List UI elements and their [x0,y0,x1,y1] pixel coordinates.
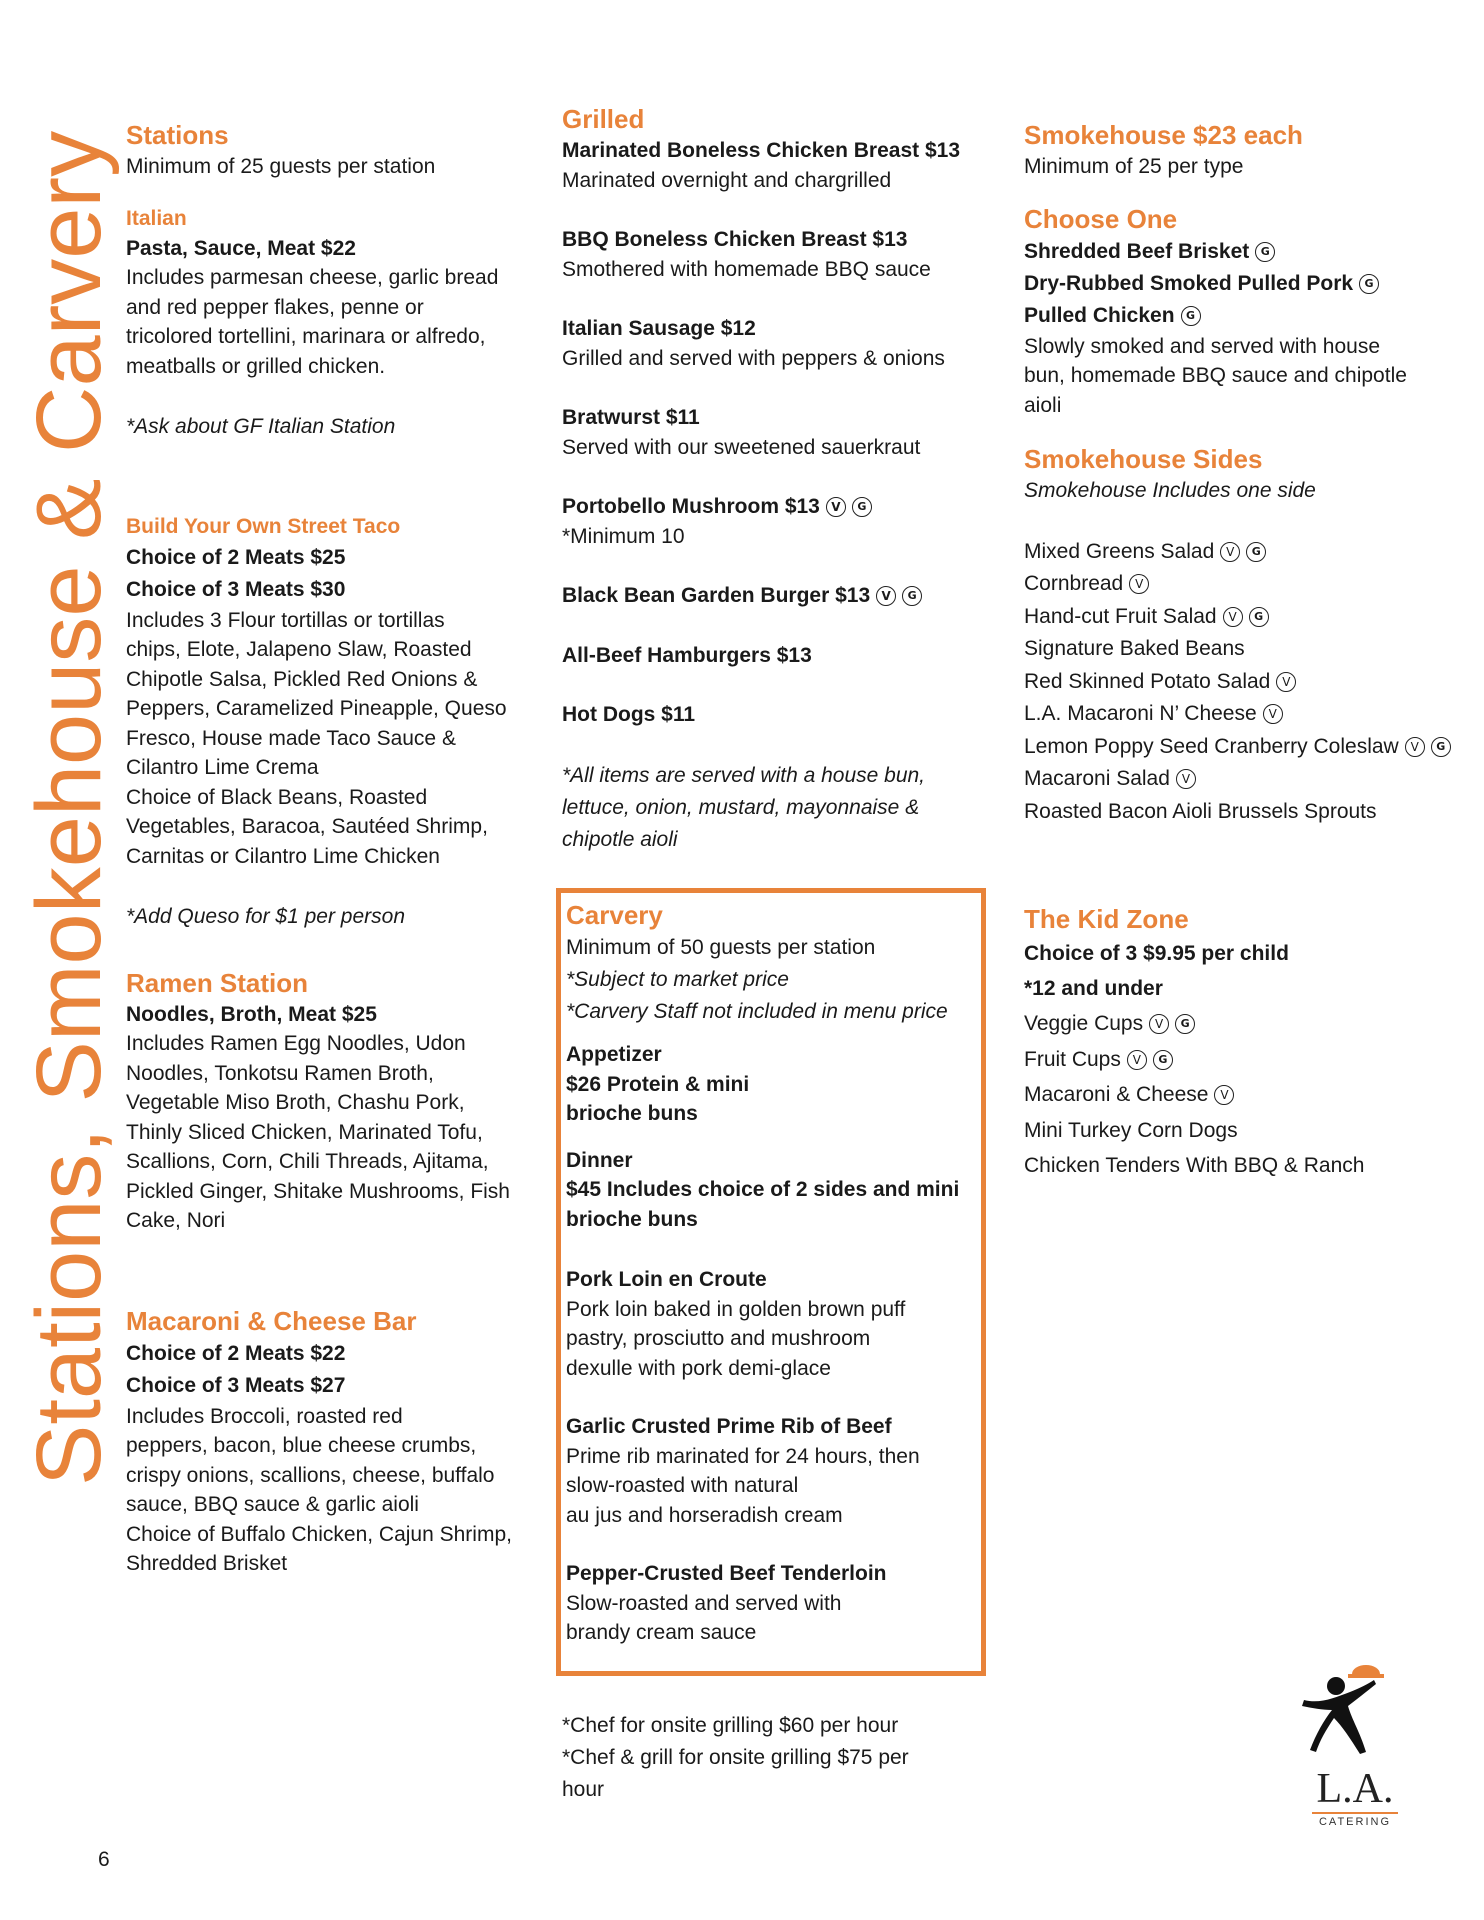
ramen-desc-line: Thinly Sliced Chicken, Marinated Tofu, [126,1120,483,1144]
grilled-item-name: Hot Dogs $11 [562,703,696,726]
kid-zone-heading: The Kid Zone [1024,904,1189,934]
logo-main-text: L.A. [1316,1766,1394,1812]
tenderloin-desc-line: brandy cream sauce [566,1621,757,1644]
column-stations [126,118,546,1579]
kid-item-label: Mini Turkey Corn Dogs [1024,1118,1238,1142]
pork-loin-desc-line: dexulle with pork demi-glace [566,1356,831,1380]
mac-desc-line: Shredded Brisket [126,1552,288,1575]
grilled-item-name [562,492,992,522]
vegetarian-icon: V [1223,607,1243,627]
kid-item [1024,1006,1474,1042]
side-item-label: Cornbread [1024,572,1124,595]
choose-desc-line: aioli [1024,393,1062,417]
smokehouse-note: Minimum of 25 per type [1024,155,1244,178]
side-item [1024,763,1474,796]
grilled-item-name [562,581,992,611]
kid-item-label: Macaroni & Cheese [1024,1083,1209,1106]
chef-note-line: hour [562,1778,605,1801]
ramen-desc-line: Includes Ramen Egg Noodles, Udon [126,1032,466,1055]
kid-zone-age: *12 and under [1024,977,1163,1000]
logo-rule [1312,1812,1398,1814]
side-item-label: L.A. Macaroni N’ Cheese [1024,702,1257,725]
pork-loin-desc-line: Pork loin baked in golden brown puff [566,1297,906,1321]
taco-desc-line: Chipotle Salsa, Pickled Red Onions & [126,667,478,691]
kid-item-label: Fruit Cups [1024,1047,1121,1071]
choose-item-label: Dry-Rubbed Smoked Pulled Pork [1024,271,1354,295]
pork-loin-name: Pork Loin en Croute [566,1268,767,1291]
logo-sub-text: CATERING [1318,1816,1392,1828]
portobello-name: Portobello Mushroom $13 [562,495,820,518]
side-item [1024,601,1474,634]
grilled-item-desc: Marinated overnight and chargrilled [562,168,892,192]
garden-burger-name: Black Bean Garden Burger $13 [562,584,871,607]
gluten-free-icon: G [1359,274,1379,294]
grilled-item-desc: Served with our sweetened sauerkraut [562,435,921,459]
sides-note: Smokehouse Includes one side [1024,479,1316,502]
carvery-note: *Subject to market price [566,968,789,991]
side-item-label: Roasted Bacon Aioli Brussels Sprouts [1024,799,1377,823]
dinner-line: brioche buns [566,1207,698,1231]
grilled-item-name: Italian Sausage $12 [562,317,756,340]
choose-desc-line: bun, homemade BBQ sauce and chipotle [1024,364,1407,387]
vertical-page-title: Stations, Smokehouse & Carvery [18,130,120,1486]
grilled-item-name: All-Beef Hamburgers $13 [562,643,812,667]
taco-desc-line: Choice of Black Beans, Roasted [126,785,428,809]
grilled-item-name: Bratwurst $11 [562,406,700,429]
gluten-free-icon: G [1255,242,1275,262]
mac-desc-line: Choice of Buffalo Chicken, Cajun Shrimp, [126,1522,512,1546]
vegetarian-icon: V [1405,737,1425,757]
ramen-desc-line: Cake, Nori [126,1209,226,1232]
taco-desc-line: chips, Elote, Jalapeno Slaw, Roasted [126,638,472,661]
taco-desc-line: Carnitas or Cilantro Lime Chicken [126,844,440,868]
logo-wordmark [1300,1768,1410,1828]
vegetarian-icon: V [1176,769,1196,789]
sides-heading: Smokehouse Sides [1024,444,1263,474]
column-smokehouse [1024,118,1474,1184]
kid-item [1024,1113,1474,1149]
vegetarian-icon: V [1220,542,1240,562]
appetizer-line: Appetizer [566,1043,662,1066]
mac-desc-line: Includes Broccoli, roasted red [126,1404,403,1428]
ramen-price: Noodles, Broth, Meat $25 [126,1002,377,1026]
kid-item [1024,1077,1474,1113]
taco-note: *Add Queso for $1 per person [126,905,406,928]
italian-note: *Ask about GF Italian Station [126,415,396,438]
choose-item-label: Shredded Beef Brisket [1024,239,1250,263]
gluten-free-icon: G [1175,1014,1195,1034]
grilled-item-desc: *Minimum 10 [562,524,685,548]
vegetarian-icon: V [1276,672,1296,692]
page-number: 6 [98,1848,110,1871]
tenderloin-name: Pepper-Crusted Beef Tenderloin [566,1562,887,1585]
side-item [1024,633,1474,666]
taco-desc-line: Fresco, House made Taco Sauce & [126,726,456,750]
prime-rib-desc-line: au jus and horseradish cream [566,1503,843,1527]
grilled-item-name: Marinated Boneless Chicken Breast $13 [562,139,960,162]
choose-desc-line: Slowly smoked and served with house [1024,334,1381,358]
taco-desc-line: Cilantro Lime Crema [126,756,319,779]
choose-item [1024,236,1474,268]
gluten-free-icon: G [852,497,872,517]
grilled-heading: Grilled [562,104,645,134]
column-grilled [562,102,992,856]
side-item-label: Red Skinned Potato Salad [1024,669,1271,693]
appetizer-line: brioche buns [566,1102,698,1125]
side-item-label: Mixed Greens Salad [1024,539,1215,563]
side-item [1024,698,1474,731]
side-item [1024,731,1474,764]
carvery-note: Minimum of 50 guests per station [566,936,876,959]
mac-heading: Macaroni & Cheese Bar [126,1305,417,1336]
italian-desc-line: tricolored tortellini, marinara or alfredo, [126,325,486,348]
side-item [1024,568,1474,601]
kid-item-label: Chicken Tenders With BBQ & Ranch [1024,1154,1365,1177]
choose-item-label: Pulled Chicken [1024,303,1175,327]
stations-heading: Stations [126,120,229,150]
carvery-section [566,898,986,1648]
ramen-desc-line: Vegetable Miso Broth, Chashu Pork, [126,1091,465,1114]
dinner-line: Dinner [566,1148,633,1172]
taco-desc-line: Peppers, Caramelized Pineapple, Queso [126,697,507,720]
mac-price-3: Choice of 3 Meats $27 [126,1373,346,1397]
grilled-item-desc: Grilled and served with peppers & onions [562,346,945,370]
side-item-label: Macaroni Salad [1024,767,1170,790]
gluten-free-icon: G [1431,737,1451,757]
side-item-label: Signature Baked Beans [1024,637,1245,660]
choose-item [1024,300,1474,332]
kid-item [1024,1042,1474,1078]
carvery-note: *Carvery Staff not included in menu price [566,1000,948,1023]
tenderloin-desc-line: Slow-roasted and served with [566,1591,842,1615]
taco-desc-line: Vegetables, Baracoa, Sautéed Shrimp, [126,815,488,838]
kid-zone-price: Choice of 3 $9.95 per child [1024,942,1289,965]
taco-price-2: Choice of 2 Meats $25 [126,545,346,569]
ramen-desc-line: Scallions, Corn, Chili Threads, Ajitama, [126,1150,489,1173]
gluten-free-icon: G [902,586,922,606]
vegetarian-icon: V [1129,574,1149,594]
ramen-desc-line: Pickled Ginger, Shitake Mushrooms, Fish [126,1179,510,1203]
prime-rib-desc-line: slow-roasted with natural [566,1474,799,1497]
side-item [1024,536,1474,569]
carvery-heading: Carvery [566,900,663,930]
taco-desc-line: Includes 3 Flour tortillas or tortillas [126,608,445,632]
italian-desc-line: and red pepper flakes, penne or [126,295,424,319]
ramen-heading: Ramen Station [126,967,309,998]
italian-desc-line: meatballs or grilled chicken. [126,354,386,378]
vegetarian-icon: V [1127,1050,1147,1070]
appetizer-line: $26 Protein & mini [566,1072,750,1096]
prime-rib-name: Garlic Crusted Prime Rib of Beef [566,1415,892,1438]
ramen-desc-line: Noodles, Tonkotsu Ramen Broth, [126,1061,434,1085]
served-note-line: lettuce, onion, mustard, mayonnaise & [562,795,920,819]
taco-price-3: Choice of 3 Meats $30 [126,577,346,601]
choose-one-heading: Choose One [1024,203,1178,234]
mac-desc-line: crispy onions, scallions, cheese, buffalo [126,1463,495,1487]
served-note-line: *All items are served with a house bun, [562,763,926,787]
vegetarian-icon: V [1214,1085,1234,1105]
gluten-free-icon: G [1153,1050,1173,1070]
vegetarian-icon: V [1149,1014,1169,1034]
italian-price: Pasta, Sauce, Meat $22 [126,236,356,260]
taco-heading: Build Your Own Street Taco [126,514,401,538]
chef-note-line: *Chef & grill for onsite grilling $75 per [562,1746,909,1769]
pork-loin-desc-line: pastry, prosciutto and mushroom [566,1327,871,1350]
side-item-label: Lemon Poppy Seed Cranberry Coleslaw [1024,734,1399,758]
italian-heading: Italian [126,206,187,230]
served-note-line: chipotle aioli [562,827,678,851]
gluten-free-icon: G [1181,306,1201,326]
kid-item-label: Veggie Cups [1024,1012,1144,1035]
grilled-item-name: BBQ Boneless Chicken Breast $13 [562,228,908,251]
stations-note: Minimum of 25 guests per station [126,155,436,178]
vegetarian-icon: V [826,497,846,517]
prime-rib-desc-line: Prime rib marinated for 24 hours, then [566,1444,920,1468]
gluten-free-icon: G [1249,607,1269,627]
mac-price-2: Choice of 2 Meats $22 [126,1341,346,1365]
grilled-item-desc: Smothered with homemade BBQ sauce [562,257,931,281]
mac-desc-line: sauce, BBQ sauce & garlic aioli [126,1493,419,1516]
kid-item [1024,1148,1474,1184]
choose-item [1024,268,1474,300]
chef-note-line: *Chef for onsite grilling $60 per hour [562,1714,899,1737]
vegetarian-icon: V [1263,704,1283,724]
mac-desc-line: peppers, bacon, blue cheese crumbs, [126,1434,477,1457]
italian-desc-line: Includes parmesan cheese, garlic bread [126,266,499,289]
vegetarian-icon: V [876,586,896,606]
side-item [1024,796,1474,829]
gluten-free-icon: G [1246,542,1266,562]
smokehouse-heading: Smokehouse $23 each [1024,120,1303,150]
dinner-line: $45 Includes choice of 2 sides and mini [566,1178,960,1201]
side-item-label: Hand-cut Fruit Salad [1024,604,1217,628]
chef-notes [562,1710,992,1806]
side-item [1024,666,1474,699]
